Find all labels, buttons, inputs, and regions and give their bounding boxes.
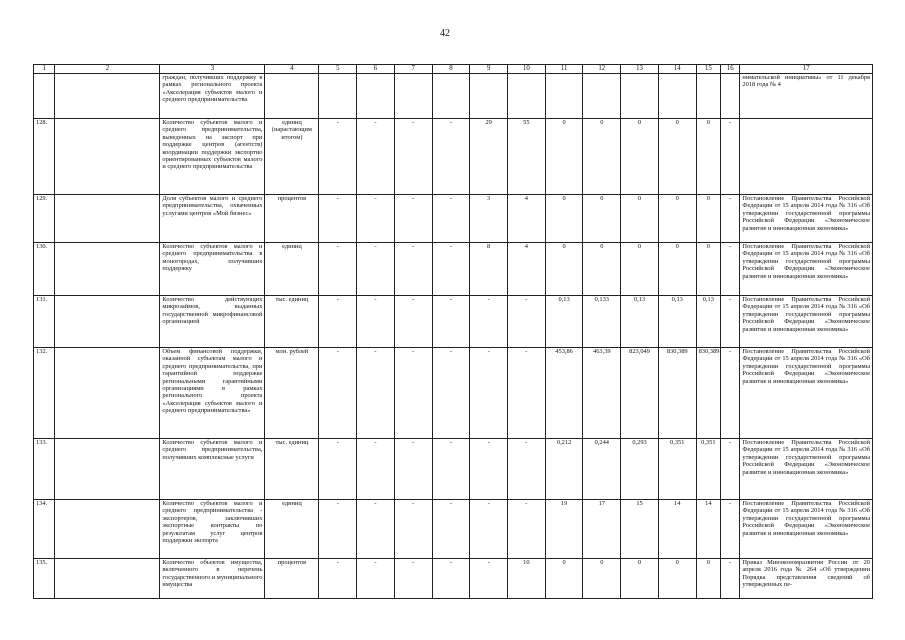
unit-cell: единиц (нарастающим итогом) — [265, 119, 319, 195]
value-cell — [319, 74, 357, 119]
value-cell: 0,212 — [545, 439, 583, 500]
value-cell: - — [508, 500, 546, 559]
value-cell: - — [432, 243, 470, 296]
value-cell: - — [319, 348, 357, 439]
value-cell: 0 — [545, 195, 583, 243]
value-cell — [621, 74, 659, 119]
value-cell: 4 — [508, 195, 546, 243]
indicator-name-cell: Доля субъектов малого и среднего предпринимательства, охваченных услугами центров «Мой бизнес» — [160, 195, 265, 243]
table-row — [34, 348, 873, 439]
unit-cell: процентов — [265, 195, 319, 243]
value-cell: 0 — [545, 243, 583, 296]
value-cell: 19 — [545, 500, 583, 559]
indicator-name-cell: граждан, получивших поддержку в рамках регионального проекта «Акселерация субъектов малого и среднего предпринимательства — [160, 74, 265, 119]
header-cell: 16 — [721, 65, 740, 74]
indicator-name-cell: Количество действующих микрозаймов, выданных государственной микрофинансовой организацией — [160, 296, 265, 348]
unit-cell: тыс. единиц — [265, 439, 319, 500]
value-cell — [394, 74, 432, 119]
value-cell: - — [432, 296, 470, 348]
source-document-cell: Постановление Правительства Российской Федерации от 15 апреля 2014 года № 316 «Об утверждении государственной программы Российской Федерации «Экономическое развитие и инновационная экономика» — [740, 500, 873, 559]
value-cell: - — [470, 559, 508, 599]
value-cell: 0 — [696, 119, 720, 195]
table-row — [34, 500, 873, 559]
value-cell: 830,389 — [658, 348, 696, 439]
source-document-cell — [740, 119, 873, 195]
col2-cell — [55, 348, 160, 439]
page-number: 42 — [440, 28, 450, 39]
table-row — [34, 195, 873, 243]
header-cell: 11 — [545, 65, 583, 74]
value-cell: 0 — [658, 119, 696, 195]
value-cell: - — [721, 559, 740, 599]
value-cell: - — [357, 348, 395, 439]
header-cell: 4 — [265, 65, 319, 74]
value-cell — [508, 74, 546, 119]
value-cell: 14 — [658, 500, 696, 559]
value-cell: - — [721, 243, 740, 296]
source-document-cell: Постановление Правительства Российской Федерации от 15 апреля 2014 года № 316 «Об утверждении государственной программы Российской Федерации «Экономическое развитие и инновационная экономика» — [740, 296, 873, 348]
value-cell: 0,293 — [621, 439, 659, 500]
value-cell: 0,13 — [696, 296, 720, 348]
row-number-cell: 135. — [34, 559, 55, 599]
value-cell: - — [357, 243, 395, 296]
value-cell: 0 — [583, 559, 621, 599]
value-cell: 0 — [583, 119, 621, 195]
value-cell: 0 — [658, 559, 696, 599]
unit-cell — [265, 74, 319, 119]
indicator-name-cell: Количество субъектов малого и среднего предпринимательства, выведенных на экспорт при поддержке центров (агентств) координации поддержки экспортно ориентированных субъектов малого и среднего предпринимательства — [160, 119, 265, 195]
col2-cell — [55, 296, 160, 348]
value-cell — [470, 74, 508, 119]
header-cell: 9 — [470, 65, 508, 74]
source-document-cell: Приказ Минэкономразвития России от 20 апреля 2016 года № 264 «Об утверждении Порядка представления сведений об утвержденных пе- — [740, 559, 873, 599]
value-cell: - — [394, 243, 432, 296]
value-cell: 453,86 — [545, 348, 583, 439]
value-cell: 4 — [508, 243, 546, 296]
value-cell: - — [394, 195, 432, 243]
source-document-cell: Постановление Правительства Российской Федерации от 15 апреля 2014 года № 316 «Об утверждении государственной программы Российской Федерации «Экономическое развитие и инновационная экономика» — [740, 439, 873, 500]
row-number-cell: 130. — [34, 243, 55, 296]
value-cell: 0,351 — [696, 439, 720, 500]
row-number-cell: 133. — [34, 439, 55, 500]
value-cell: - — [357, 500, 395, 559]
value-cell: 0 — [621, 195, 659, 243]
value-cell: - — [432, 348, 470, 439]
value-cell: - — [357, 195, 395, 243]
row-number-cell — [34, 74, 55, 119]
value-cell: 0,13 — [658, 296, 696, 348]
value-cell: - — [470, 348, 508, 439]
value-cell: 14 — [696, 500, 720, 559]
row-number-cell: 134. — [34, 500, 55, 559]
value-cell — [432, 74, 470, 119]
header-cell: 8 — [432, 65, 470, 74]
value-cell: 17 — [583, 500, 621, 559]
source-document-cell: Постановление Правительства Российской Федерации от 15 апреля 2014 года № 316 «Об утверждении государственной программы Российской Федерации «Экономическое развитие и инновационная экономика» — [740, 243, 873, 296]
value-cell — [696, 74, 720, 119]
header-cell: 10 — [508, 65, 546, 74]
value-cell: - — [394, 119, 432, 195]
value-cell: - — [319, 296, 357, 348]
value-cell: - — [357, 119, 395, 195]
header-cell: 5 — [319, 65, 357, 74]
value-cell: 0 — [696, 559, 720, 599]
value-cell: 29 — [470, 119, 508, 195]
value-cell — [357, 74, 395, 119]
value-cell — [583, 74, 621, 119]
value-cell: - — [319, 559, 357, 599]
value-cell: - — [432, 559, 470, 599]
value-cell: - — [721, 119, 740, 195]
col2-cell — [55, 195, 160, 243]
col2-cell — [55, 243, 160, 296]
value-cell: - — [394, 296, 432, 348]
value-cell: - — [508, 439, 546, 500]
value-cell: 0 — [696, 243, 720, 296]
value-cell: - — [470, 296, 508, 348]
value-cell: 0 — [696, 195, 720, 243]
value-cell: 0 — [545, 119, 583, 195]
col2-cell — [55, 559, 160, 599]
source-document-cell: Постановление Правительства Российской Федерации от 15 апреля 2014 года № 316 «Об утверждении государственной программы Российской Федерации «Экономическое развитие и инновационная экономика» — [740, 348, 873, 439]
header-cell: 2 — [55, 65, 160, 74]
header-cell: 13 — [621, 65, 659, 74]
source-document-cell: Постановление Правительства Российской Федерации от 15 апреля 2014 года № 316 «Об утверждении государственной программы Российской Федерации «Экономическое развитие и инновационная экономика» — [740, 195, 873, 243]
value-cell: 0 — [658, 195, 696, 243]
value-cell — [721, 74, 740, 119]
unit-cell: млн. рублей — [265, 348, 319, 439]
source-document-cell: нимательской инициативы» от 11 декабря 2018 года № 4 — [740, 74, 873, 119]
indicator-name-cell: Количество объектов имущества, включенного в перечень государственного и муниципального имущества — [160, 559, 265, 599]
table-row — [34, 296, 873, 348]
table-row — [34, 74, 873, 119]
value-cell: 55 — [508, 119, 546, 195]
value-cell: 0,244 — [583, 439, 621, 500]
unit-cell: тыс. единиц — [265, 296, 319, 348]
header-cell: 17 — [740, 65, 873, 74]
table-row — [34, 119, 873, 195]
value-cell — [658, 74, 696, 119]
value-cell: 10 — [508, 559, 546, 599]
value-cell: 3 — [470, 195, 508, 243]
table-row — [34, 559, 873, 599]
value-cell: - — [394, 439, 432, 500]
indicator-name-cell: Количество субъектов малого и среднего предпринимательства, получивших комплексные услуги — [160, 439, 265, 500]
table-row — [34, 439, 873, 500]
unit-cell: единиц — [265, 243, 319, 296]
value-cell: 823,049 — [621, 348, 659, 439]
value-cell: 8 — [470, 243, 508, 296]
value-cell: 0,133 — [583, 296, 621, 348]
value-cell: - — [357, 296, 395, 348]
value-cell: 0 — [583, 195, 621, 243]
header-cell: 7 — [394, 65, 432, 74]
value-cell: 0,351 — [658, 439, 696, 500]
value-cell: - — [721, 500, 740, 559]
indicator-name-cell: Количество субъектов малого и среднего предпринимательства - экспортеров, заключивших экспортные контракты по результатам услуг центров поддержки экспорта — [160, 500, 265, 559]
value-cell: - — [319, 439, 357, 500]
unit-cell: процентов — [265, 559, 319, 599]
table-row — [34, 243, 873, 296]
header-cell: 3 — [160, 65, 265, 74]
col2-cell — [55, 119, 160, 195]
row-number-cell: 129. — [34, 195, 55, 243]
unit-cell: единиц — [265, 500, 319, 559]
header-cell: 14 — [658, 65, 696, 74]
header-cell: 1 — [34, 65, 55, 74]
value-cell: 463,39 — [583, 348, 621, 439]
value-cell: - — [508, 348, 546, 439]
value-cell: - — [470, 500, 508, 559]
value-cell: - — [319, 500, 357, 559]
col2-cell — [55, 74, 160, 119]
value-cell: 0,13 — [545, 296, 583, 348]
value-cell: - — [394, 348, 432, 439]
value-cell: - — [357, 559, 395, 599]
value-cell: - — [432, 439, 470, 500]
value-cell: - — [721, 439, 740, 500]
value-cell: 0 — [545, 559, 583, 599]
value-cell: - — [394, 500, 432, 559]
value-cell: - — [432, 500, 470, 559]
value-cell: - — [721, 348, 740, 439]
col2-cell — [55, 500, 160, 559]
value-cell: - — [357, 439, 395, 500]
row-number-cell: 132. — [34, 348, 55, 439]
indicator-table — [33, 64, 873, 599]
indicator-name-cell: Количество субъектов малого и среднего предпринимательства в моногородах, получивших поддержку — [160, 243, 265, 296]
value-cell: 15 — [621, 500, 659, 559]
value-cell: - — [432, 119, 470, 195]
value-cell: - — [319, 243, 357, 296]
value-cell: - — [508, 296, 546, 348]
value-cell: 0 — [621, 243, 659, 296]
value-cell: - — [721, 296, 740, 348]
value-cell: 0 — [621, 559, 659, 599]
value-cell: 0,13 — [621, 296, 659, 348]
row-number-cell: 128. — [34, 119, 55, 195]
value-cell: - — [721, 195, 740, 243]
value-cell: 0 — [583, 243, 621, 296]
col2-cell — [55, 439, 160, 500]
header-cell: 6 — [357, 65, 395, 74]
header-row — [34, 65, 873, 74]
value-cell: 830,389 — [696, 348, 720, 439]
indicator-name-cell: Объем финансовой поддержки, оказанной субъектам малого и среднего предпринимательства, при гарантийной поддержке региональными гарантийными организациями в рамках регионального проекта «Акселерация субъектов малого и среднего предпринимательства» — [160, 348, 265, 439]
row-number-cell: 131. — [34, 296, 55, 348]
header-cell: 15 — [696, 65, 720, 74]
value-cell: - — [470, 439, 508, 500]
value-cell: - — [319, 119, 357, 195]
value-cell: 0 — [658, 243, 696, 296]
value-cell — [545, 74, 583, 119]
value-cell: - — [319, 195, 357, 243]
value-cell: 0 — [621, 119, 659, 195]
value-cell: - — [394, 559, 432, 599]
header-cell: 12 — [583, 65, 621, 74]
value-cell: - — [432, 195, 470, 243]
